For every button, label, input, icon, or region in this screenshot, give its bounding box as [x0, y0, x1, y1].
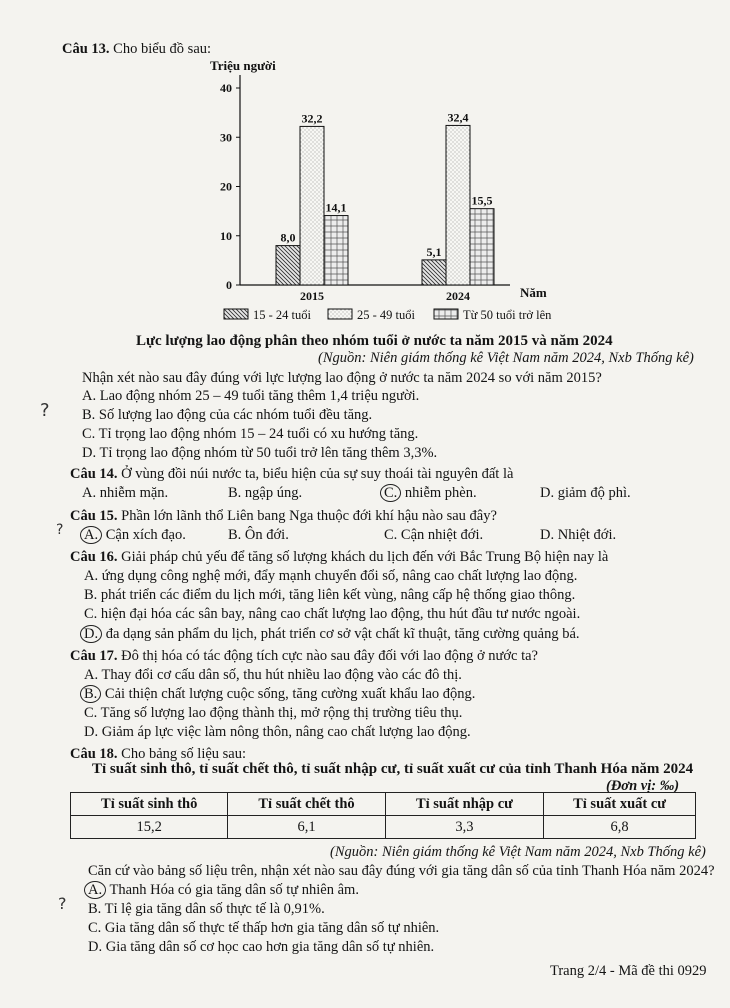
- q14-option-c-text: nhiễm phèn.: [404, 485, 477, 501]
- table-cell: 6,1: [228, 816, 385, 839]
- bar-value-label: 32,2: [301, 111, 323, 126]
- q15-option-d: D. Nhiệt đới.: [540, 527, 617, 543]
- q13-stem: Cho biểu đồ sau:: [113, 41, 212, 57]
- q13-option-a: A. Lao động nhóm 25 – 49 tuổi tăng thêm 1,4 triệu người.: [82, 388, 420, 404]
- legend-swatch: [224, 309, 248, 319]
- y-tick-label: 30: [220, 130, 232, 145]
- q16-header: [70, 548, 608, 566]
- q17-option-b: [84, 685, 475, 703]
- legend-swatch: [434, 309, 458, 319]
- q16-option-d: [84, 625, 580, 643]
- q17-circled-letter: B.: [80, 685, 101, 703]
- q16-stem: Giải pháp chủ yếu để tăng số lượng khách du lịch đến với Bắc Trung Bộ hiện nay là: [121, 549, 609, 565]
- q17-option-c: C. Tăng số lượng lao động thành thị, mở rộng thị trường tiêu thụ.: [84, 705, 463, 721]
- bar-value-label: 32,4: [447, 110, 469, 125]
- bar-value-label: 15,5: [471, 193, 493, 208]
- q16-option-d-text: đa dạng sản phẩm du lịch, phát triển cơ sở vật chất kĩ thuật, tăng cường quảng bá.: [105, 626, 580, 642]
- q18-option-a-text: Thanh Hóa có gia tăng dân số tự nhiên âm.: [109, 882, 359, 898]
- bar-value-label: 14,1: [325, 200, 347, 215]
- q13-chart-title: Lực lượng lao động phân theo nhóm tuổi ở nước ta năm 2015 và năm 2024: [136, 333, 613, 349]
- bar: [300, 126, 324, 285]
- bar-value-label: 8,0: [280, 230, 296, 245]
- q18-question: Căn cứ vào bảng số liệu trên, nhận xét nào sau đây đúng với gia tăng dân số của tỉnh Thanh Hóa năm 2024?: [88, 863, 715, 879]
- q18-option-a: [88, 881, 359, 899]
- q17-option-a: A. Thay đổi cơ cấu dân số, thu hút nhiều lao động vào các đô thị.: [84, 667, 462, 683]
- labor-force-chart: [190, 55, 560, 330]
- q14-option-a: A. nhiễm mặn.: [82, 485, 169, 501]
- legend-swatch: [328, 309, 352, 319]
- q18-stem: Cho bảng số liệu sau:: [121, 746, 247, 762]
- table-header-cell: Tỉ suất sinh thô: [71, 793, 228, 816]
- chart-ylabel: Triệu người: [210, 58, 276, 73]
- q17-option-d: D. Giảm áp lực việc làm nông thôn, nâng cao chất lượng lao động.: [84, 724, 471, 740]
- y-tick-label: 10: [220, 228, 232, 243]
- table-header-cell: Tỉ suất chết thô: [228, 793, 385, 816]
- table-row: [71, 816, 696, 839]
- q18-source: (Nguồn: Niên giám thống kê Việt Nam năm 2024, Nxb Thống kê): [330, 844, 706, 860]
- q15-stem: Phần lớn lãnh thổ Liên bang Nga thuộc đới khí hậu nào sau đây?: [121, 508, 497, 524]
- q18-circled-letter: A.: [84, 881, 106, 899]
- q14-option-b: B. ngập úng.: [228, 485, 303, 501]
- q13-option-c: C. Tỉ trọng lao động nhóm 15 – 24 tuổi có xu hướng tăng.: [82, 426, 419, 442]
- q14-header: [70, 465, 513, 483]
- table-cell: 15,2: [71, 816, 228, 839]
- pen-mark: ?: [56, 522, 64, 538]
- q18-option-d: D. Gia tăng dân số cơ học cao hơn gia tăng dân số tự nhiên.: [88, 939, 435, 955]
- y-tick-label: 20: [220, 179, 232, 194]
- x-tick-label: 2024: [446, 289, 470, 303]
- q18-data-table: [70, 792, 696, 839]
- q16-option-b: B. phát triển các điểm du lịch mới, tăng liên kết vùng, nâng cấp hệ thống giao thông.: [84, 587, 576, 603]
- table-cell: 3,3: [385, 816, 543, 839]
- q17-stem: Đô thị hóa có tác động tích cực nào sau đây đối với lao động ở nước ta?: [121, 648, 538, 664]
- table-cell: 6,8: [544, 816, 696, 839]
- table-header-cell: Tỉ suất xuất cư: [544, 793, 696, 816]
- q15-label: Câu 15.: [70, 508, 118, 524]
- q15-circled-letter: A.: [80, 526, 102, 544]
- q15-option-a-text: Cận xích đạo.: [105, 527, 186, 543]
- x-tick-label: 2015: [300, 289, 324, 303]
- q15-option-b: B. Ôn đới.: [228, 527, 289, 543]
- chart-xlabel: Năm: [520, 285, 547, 300]
- bar-value-label: 5,1: [426, 244, 442, 259]
- bar: [470, 209, 494, 285]
- q13-option-d: D. Tỉ trọng lao động nhóm từ 50 tuổi trở lên tăng thêm 3,3%.: [82, 445, 438, 461]
- q14-option-c: [384, 484, 477, 502]
- q16-option-c: C. hiện đại hóa các sân bay, nâng cao chất lượng lao động, thu hút đầu tư nước ngoài.: [84, 606, 581, 622]
- q14-stem: Ở vùng đồi núi nước ta, biểu hiện của sự suy thoái tài nguyên đất là: [121, 466, 514, 482]
- q18-unit: (Đơn vị: ‰): [606, 778, 680, 794]
- q17-label: Câu 17.: [70, 648, 118, 664]
- legend-label: 15 - 24 tuổi: [253, 308, 311, 322]
- q16-option-a: A. ứng dụng công nghệ mới, đẩy mạnh chuyển đổi số, nâng cao chất lượng lao động.: [84, 568, 578, 584]
- bar: [324, 216, 348, 285]
- q14-circled-letter: C.: [380, 484, 401, 502]
- chart-y-ticks: [220, 81, 240, 292]
- y-tick-label: 0: [226, 278, 232, 292]
- q14-label: Câu 14.: [70, 466, 118, 482]
- table-header-cell: Tỉ suất nhập cư: [385, 793, 543, 816]
- q16-label: Câu 16.: [70, 549, 118, 565]
- q16-circled-letter: D.: [80, 625, 102, 643]
- q17-option-b-text: Cải thiện chất lượng cuộc sống, tăng cường xuất khẩu lao động.: [104, 686, 476, 702]
- bar: [446, 125, 470, 285]
- q18-option-c: C. Gia tăng dân số thực tế thấp hơn gia tăng dân số tự nhiên.: [88, 920, 440, 936]
- q13-question: Nhận xét nào sau đây đúng với lực lượng lao động ở nước ta năm 2024 so với năm 2015?: [82, 370, 602, 386]
- legend-label: Từ 50 tuổi trở lên: [463, 308, 552, 322]
- bar: [422, 260, 446, 285]
- q13-option-b: B. Số lượng lao động của các nhóm tuổi đều tăng.: [82, 407, 373, 423]
- q18-table-title: Tỉ suất sinh thô, tỉ suất chết thô, tỉ suất nhập cư, tỉ suất xuất cư của tỉnh Thanh Hóa năm 2024: [92, 761, 694, 777]
- q15-header: [70, 507, 497, 525]
- q17-header: [70, 647, 538, 665]
- y-tick-label: 40: [220, 81, 232, 95]
- chart-legend: [224, 308, 552, 322]
- table-header-row: [71, 793, 696, 816]
- chart-x-ticks: [300, 289, 470, 303]
- chart-bars: [276, 125, 494, 285]
- q13-source: (Nguồn: Niên giám thống kê Việt Nam năm 2024, Nxb Thống kê): [318, 350, 694, 366]
- q13-header: [62, 40, 211, 58]
- q18-label: Câu 18.: [70, 746, 118, 762]
- q15-option-c: C. Cận nhiệt đới.: [384, 527, 484, 543]
- q18-option-b: B. Tỉ lệ gia tăng dân số thực tế là 0,91%.: [88, 901, 325, 917]
- bar: [276, 246, 300, 285]
- pen-mark: ?: [40, 400, 50, 421]
- q13-label: Câu 13.: [62, 41, 110, 57]
- q15-option-a: [84, 526, 186, 544]
- legend-label: 25 - 49 tuổi: [357, 308, 415, 322]
- page-footer: Trang 2/4 - Mã đề thi 0929: [550, 963, 707, 979]
- pen-mark: ?: [58, 894, 67, 913]
- q14-option-d: D. giảm độ phì.: [540, 485, 631, 501]
